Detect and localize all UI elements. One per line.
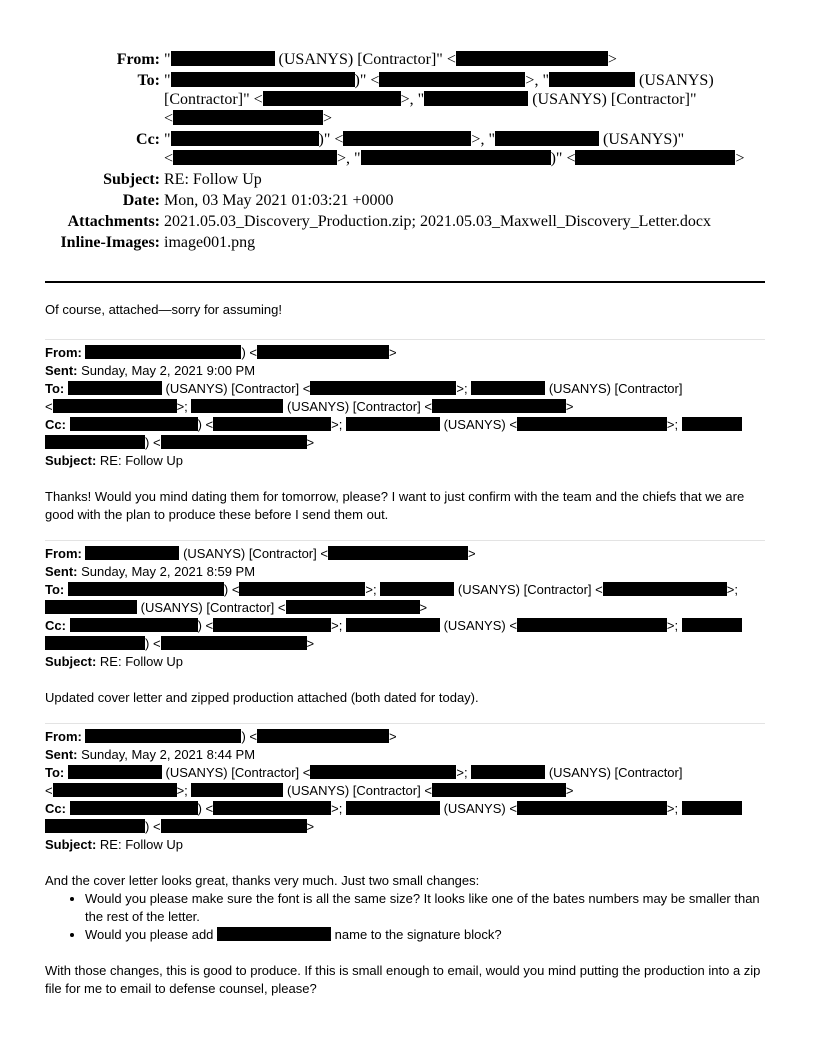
header-to-row [0, 71, 816, 128]
header-from-value: " (USANYS) [Contractor]" < > [164, 51, 617, 68]
header-attachments-label: Attachments: [67, 213, 160, 230]
quoted-sent: Sent: Sunday, May 2, 2021 8:59 PM [45, 564, 256, 579]
redaction [310, 381, 456, 395]
redaction [471, 765, 545, 779]
redaction [213, 417, 331, 431]
header-subject-row [0, 170, 816, 189]
header-attachments-value: 2021.05.03_Discovery_Production.zip; 2021.05.03_Maxwell_Discovery_Letter.docx [164, 213, 712, 230]
redaction [361, 150, 551, 165]
quoted-from: From: (USANYS) [Contractor] < > [45, 546, 476, 561]
header-cc-label: Cc: [136, 131, 160, 148]
header-date-label: Date: [122, 192, 160, 209]
redaction [346, 801, 440, 815]
redaction [173, 150, 337, 165]
quoted-to: To: ) < >; (USANYS) [Contractor] < >; (USANYS) [Contractor] < > [45, 582, 738, 615]
quoted-subject: Subject: RE: Follow Up [45, 453, 183, 468]
quoted-message [45, 339, 765, 524]
quoted-to: To: (USANYS) [Contractor] < >; (USANYS) [Contractor] < >; (USANYS) [Contractor] < > [45, 381, 683, 414]
redaction [213, 801, 331, 815]
list-item: • Would you please make sure the font is all the same size? It looks like one of the bates numbers may be smaller than the rest of the letter. [85, 890, 765, 926]
quoted-sent: Sent: Sunday, May 2, 2021 8:44 PM [45, 747, 256, 762]
quoted-body: Thanks! Would you mind dating them for tomorrow, please? I want to just confirm with the team and the chiefs that we are good with the plan to produce these before I send them out. [45, 489, 745, 522]
redaction [257, 345, 389, 359]
redaction [217, 927, 331, 941]
redaction [495, 131, 599, 146]
redaction [257, 729, 389, 743]
redaction [456, 51, 608, 66]
list-item: • Would you please add name to the signature block? [85, 926, 765, 944]
redaction [380, 582, 454, 596]
redaction [161, 435, 307, 449]
redaction [432, 783, 566, 797]
redaction [213, 618, 331, 632]
header-attachments-row [0, 212, 816, 231]
quoted-message [45, 540, 765, 707]
redaction [45, 600, 137, 614]
redaction [682, 801, 742, 815]
redaction [310, 765, 456, 779]
header-inline-images-value: image001.png [164, 234, 256, 251]
redaction [549, 72, 635, 87]
redaction [471, 381, 545, 395]
redaction [53, 399, 177, 413]
redaction [173, 110, 323, 125]
redaction [171, 131, 319, 146]
redaction [286, 600, 420, 614]
redaction [191, 399, 283, 413]
redaction [171, 72, 355, 87]
redaction [53, 783, 177, 797]
redaction [239, 582, 365, 596]
header-date-row [0, 191, 816, 210]
redaction [424, 91, 528, 106]
redaction [346, 417, 440, 431]
redaction [85, 345, 241, 359]
redaction [575, 150, 735, 165]
redaction [70, 417, 198, 431]
header-to-label: To: [137, 72, 160, 89]
redaction [191, 783, 283, 797]
quoted-cc: Cc: ) < >; (USANYS) < >; ) < > [45, 617, 765, 653]
redaction [432, 399, 566, 413]
change-list [45, 890, 765, 944]
redaction [346, 618, 440, 632]
redaction [379, 72, 525, 87]
redaction [328, 546, 468, 560]
redaction [517, 801, 667, 815]
quoted-body: Updated cover letter and zipped production attached (both dated for today). [45, 690, 479, 705]
header-subject-value: RE: Follow Up [164, 171, 262, 188]
email-header [0, 50, 816, 254]
header-cc-value: " )" < >, " (USANYS)" < >, " )" < > [164, 131, 745, 167]
quoted-message [45, 723, 765, 998]
quoted-sent: Sent: Sunday, May 2, 2021 9:00 PM [45, 363, 256, 378]
redaction [263, 91, 401, 106]
redaction [68, 765, 162, 779]
quoted-from: From: ) < > [45, 345, 397, 360]
header-to-value: " )" < >, " (USANYS) [Contractor]" < >, " (USANYS) [Contractor]" < > [164, 72, 714, 127]
redaction [682, 618, 742, 632]
redaction [68, 582, 224, 596]
redaction [517, 417, 667, 431]
quoted-to: To: (USANYS) [Contractor] < >; (USANYS) [Contractor] < >; (USANYS) [Contractor] < > [45, 765, 683, 798]
quoted-subject: Subject: RE: Follow Up [45, 654, 183, 669]
redaction [682, 417, 742, 431]
redaction [85, 546, 179, 560]
redaction [70, 618, 198, 632]
redaction [45, 435, 145, 449]
header-divider [45, 281, 765, 283]
quoted-closing: With those changes, this is good to produce. If this is small enough to email, would you mind putting the production into a zip file for me to email to defense counsel, please? [45, 963, 761, 996]
header-inline-images-label: Inline-Images: [60, 234, 160, 251]
redaction [70, 801, 198, 815]
quoted-cc: Cc: ) < >; (USANYS) < >; ) < > [45, 800, 765, 836]
quoted-cc: Cc: ) < >; (USANYS) < >; ) < > [45, 416, 765, 452]
reply-text: Of course, attached—sorry for assuming! [45, 302, 282, 317]
header-date-value: Mon, 03 May 2021 01:03:21 +0000 [164, 192, 394, 209]
redaction [68, 381, 162, 395]
redaction [517, 618, 667, 632]
header-subject-label: Subject: [103, 171, 160, 188]
header-from-label: From: [116, 51, 160, 68]
redaction [45, 636, 145, 650]
header-from-row [0, 50, 816, 69]
redaction [161, 636, 307, 650]
redaction [45, 819, 145, 833]
redaction [603, 582, 727, 596]
redaction [171, 51, 275, 66]
header-inline-images-row [0, 233, 816, 252]
quoted-subject: Subject: RE: Follow Up [45, 837, 183, 852]
header-cc-row [0, 130, 816, 168]
quoted-body-intro: And the cover letter looks great, thanks very much. Just two small changes: [45, 873, 480, 888]
quoted-from: From: ) < > [45, 729, 397, 744]
redaction [161, 819, 307, 833]
redaction [85, 729, 241, 743]
redaction [343, 131, 471, 146]
email-body [45, 301, 765, 998]
